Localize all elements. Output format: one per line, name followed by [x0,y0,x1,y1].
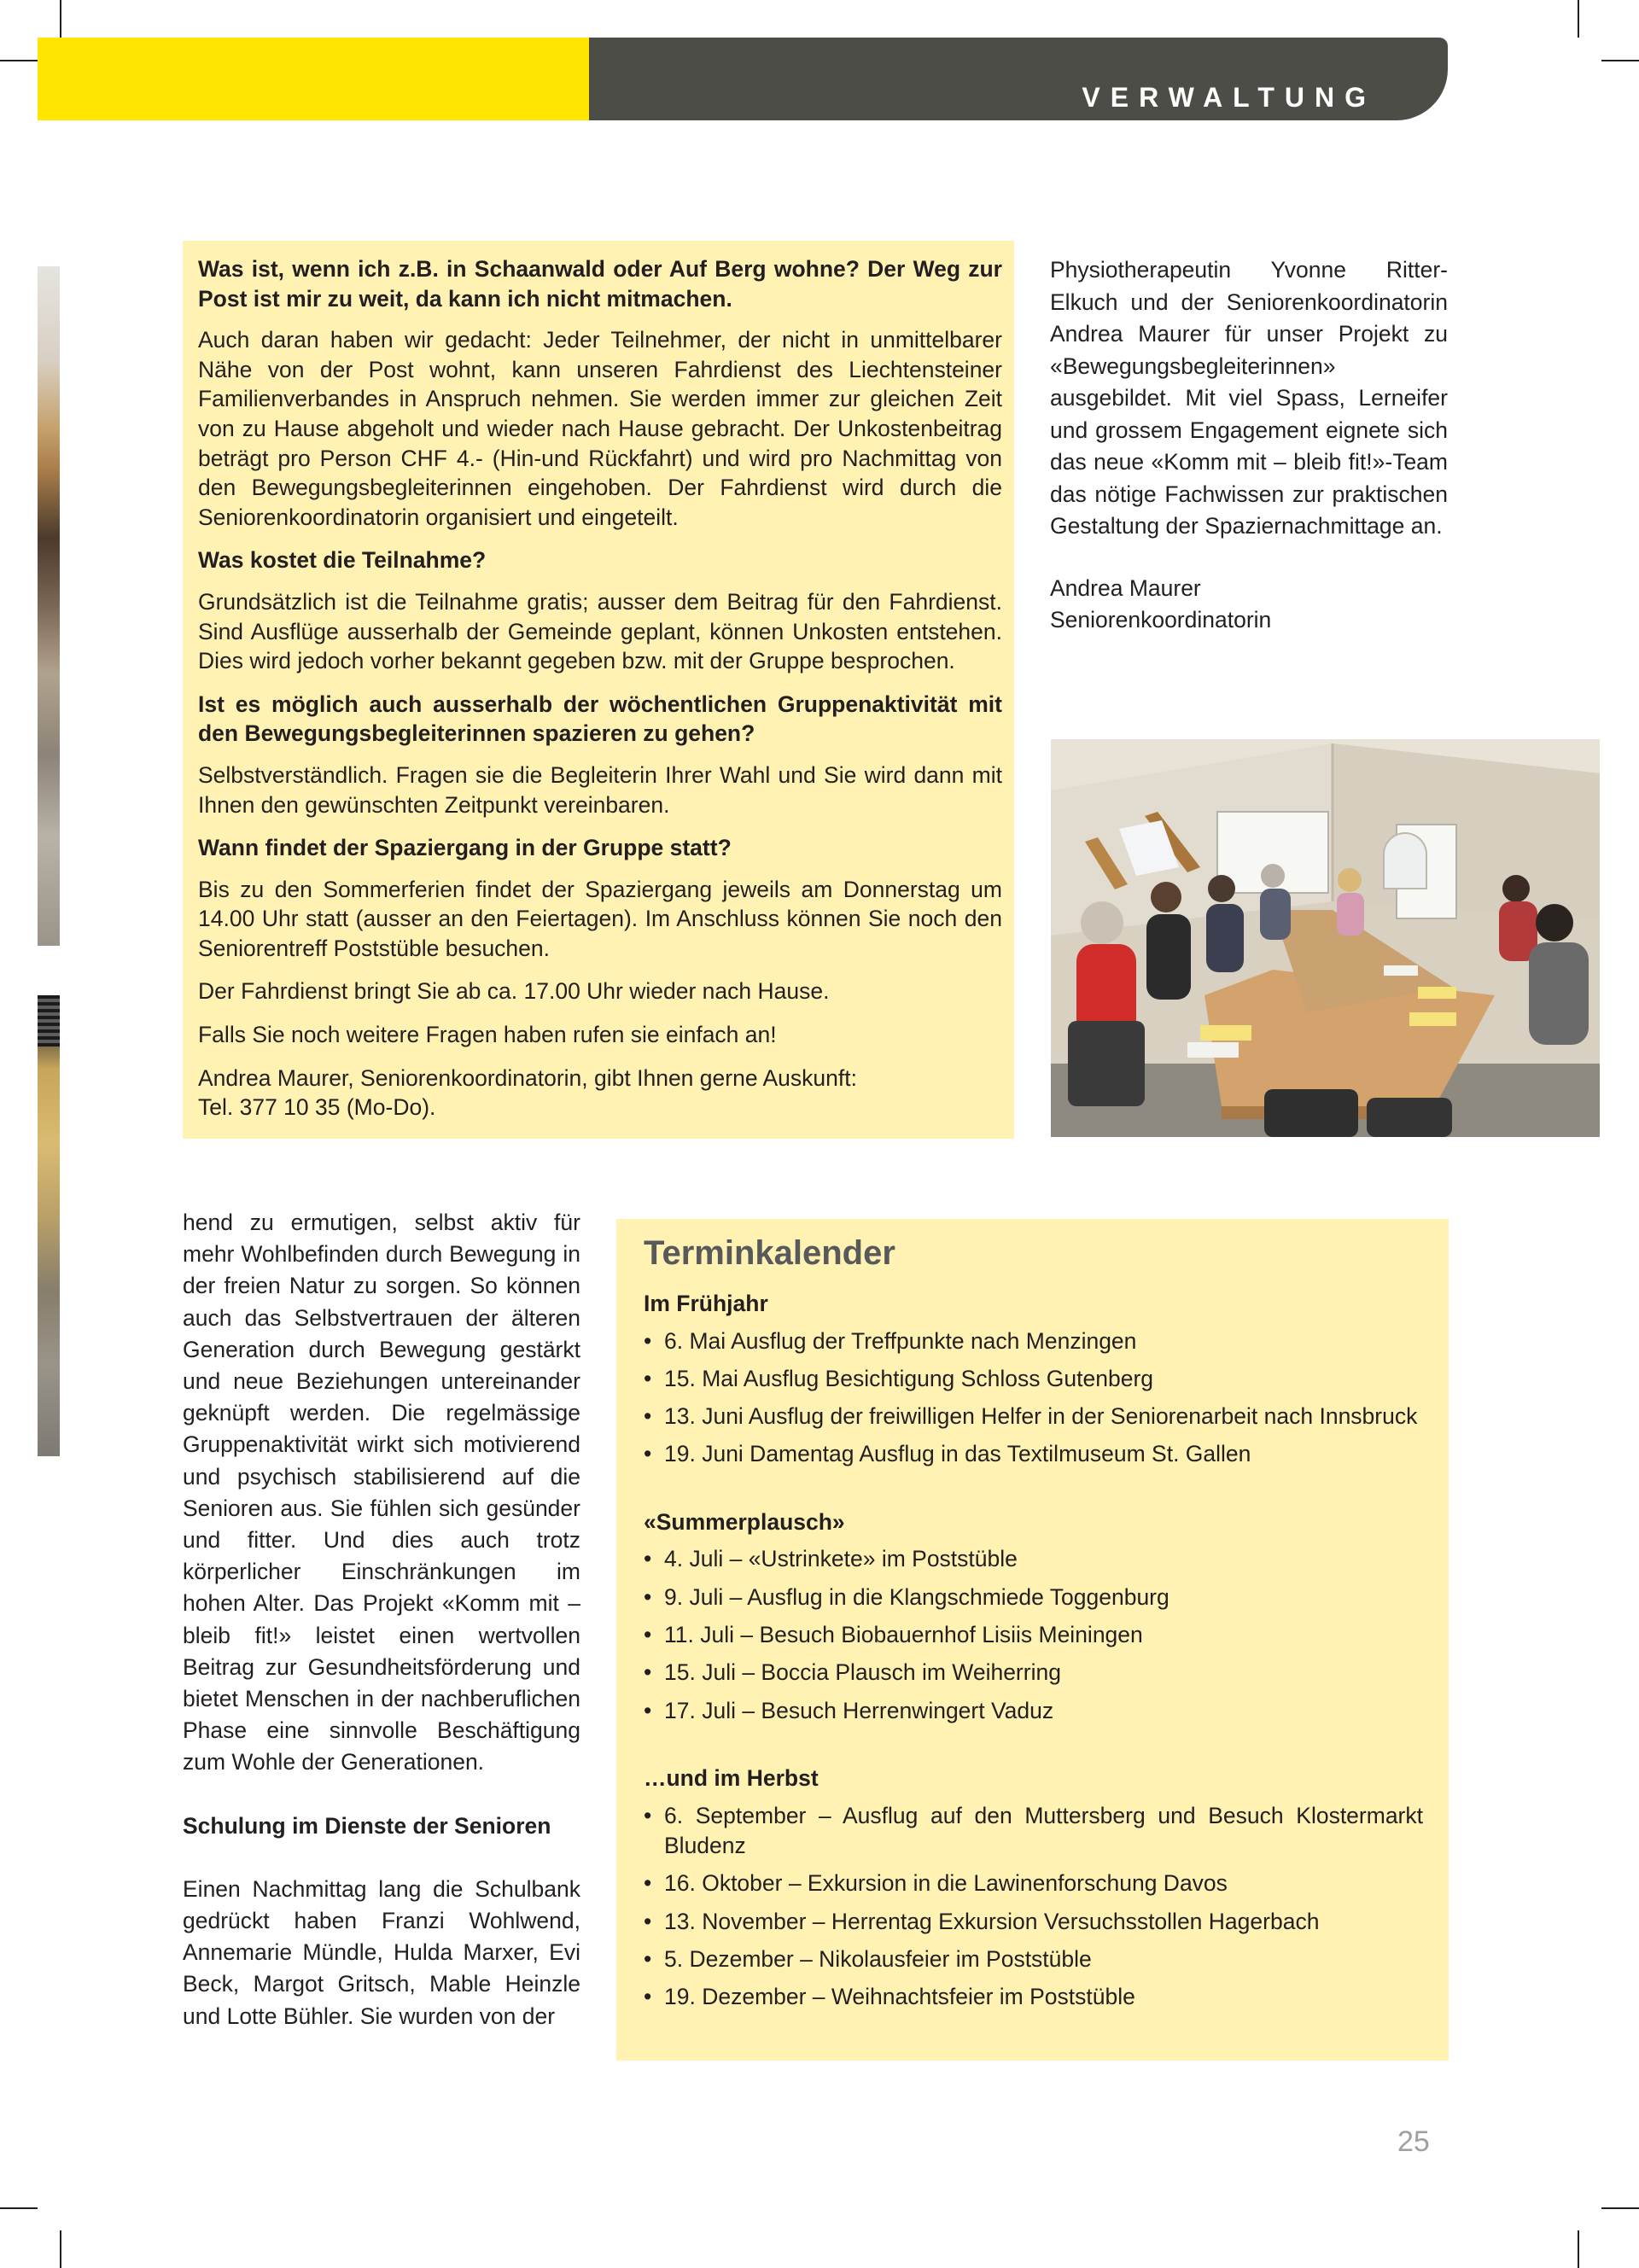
calendar-item: • 19. Juni Damentag Ausflug in das Textilmuseum St. Gallen [644,1439,1423,1470]
faq-answer: Bis zu den Sommerferien findet der Spaziergang jeweils am Donnerstag um 14.00 Uhr statt (ausser an den Feiertagen). Im Anschluss können Sie noch den Seniorentreff Poststüble besuchen. [198,876,1002,961]
event-calendar-box [616,1219,1449,2061]
signature-name: Andrea Maurer [1050,574,1201,601]
faq-contact [198,1064,1002,1122]
faq-answer: Selbstverständlich. Fragen sie die Begleiterin Ihrer Wahl und Sie wird dann mit Ihnen den gewünschten Zeitpunkt vereinbaren. [198,761,1002,818]
header-yellow-bar [38,38,589,120]
faq-question: Was kostet die Teilnahme? [198,547,487,574]
faq-box [183,241,1014,1139]
calendar-item: • 11. Juli – Besuch Biobauernhof Lisiis Meiningen [644,1620,1423,1651]
calendar-item: • 15. Mai Ausflug Besichtigung Schloss Gutenberg [644,1364,1423,1395]
calendar-section-heading: «Summerplausch» [644,1508,845,1535]
faq-question: Was ist, wenn ich z.B. in Schaanwald oder Auf Berg wohne? Der Weg zur Post ist mir zu weit, da kann ich nicht mitmachen. [198,256,1002,312]
crop-mark [1578,2230,1579,2268]
faq-answer: Der Fahrdienst bringt Sie ab ca. 17.00 Uhr wieder nach Hause. [198,978,830,1005]
calendar-item: • 4. Juli – «Ustrinkete» im Poststüble [644,1544,1423,1575]
faq-contact-phone: Tel. 377 10 35 (Mo-Do). [198,1094,436,1121]
page-number: 25 [1397,2125,1430,2158]
calendar-list [644,1544,1423,1726]
body-paragraph: Einen Nachmittag lang die Schulbank gedrückt haben Franzi Wohlwend, Annemarie Mündle, Hulda Marxer, Evi Beck, Margot Gritsch, Mable Heinzle und Lotte Bühler. Sie wurden von der [183,1875,580,2029]
calendar-item: • 5. Dezember – Nikolausfeier im Poststüble [644,1944,1423,1975]
calendar-body [644,1289,1423,2020]
body-paragraph: hend zu ermutigen, selbst aktiv für mehr Wohlbefinden durch Bewegung in der freien Natur zu sorgen. So können auch das Selbstvertrauen der älteren Generation durch Bewegung gestärkt und neue Beziehungen untereinander geknüpft werden. Die regelmässige Gruppenaktivität wirkt sich motivierend und psychisch stabilisierend auf die Senioren aus. Sie fühlen sich gesünder und fitter. Und dies auch trotz körperlicher Einschränkungen im hohen Alter. Das Projekt «Komm mit – bleib fit!» leistet einen wertvollen Beitrag zur Gesundheitsförderung und bietet Menschen in der nachberuflichen Phase eine sinnvolle Beschäftigung zum Wohle der Generationen. [183,1210,580,1775]
calendar-title: Terminkalender [644,1234,895,1272]
calendar-item: • 6. Mai Ausflug der Treffpunkte nach Menzingen [644,1326,1423,1357]
crop-mark [60,0,61,38]
faq-answer: Falls Sie noch weitere Fragen haben rufen sie einfach an! [198,1022,777,1048]
calendar-item: • 13. November – Herrentag Exkursion Versuchsstollen Hagerbach [644,1907,1423,1938]
body-paragraph: Physiotherapeutin Yvonne Ritter-Elkuch und der Seniorenkoordinatorin Andrea Maurer für unser Projekt zu «Bewegungsbegleiterinnen» ausgebildet. Mit viel Spass, Lerneifer und grossem Engagement eignete sich das neue «Komm mit – bleib fit!»-Team das nötige Fachwissen zur praktischen Gestaltung der Spaziernachmittage an. [1050,257,1448,539]
calendar-item: • 9. Juli – Ausflug in die Klangschmiede Toggenburg [644,1583,1423,1613]
meeting-photo-illustration [1051,739,1600,1137]
calendar-item: • 17. Juli – Besuch Herrenwingert Vaduz [644,1696,1423,1727]
calendar-list [644,1326,1423,1470]
header-section-bar [589,38,1448,120]
crop-mark [0,2207,38,2209]
section-title: VERWALTUNG [1082,82,1376,113]
left-column-text [183,1207,580,2032]
signature-role: Seniorenkoordinatorin [1050,607,1272,633]
meeting-photo [1051,739,1600,1137]
side-photo-strip [38,266,60,946]
side-photo-strip [38,995,60,1456]
crop-mark [1601,60,1639,61]
faq-contact-line: Andrea Maurer, Seniorenkoordinatorin, gibt Ihnen gerne Auskunft: [198,1064,857,1091]
calendar-item: • 16. Oktober – Exkursion in die Lawinenforschung Davos [644,1869,1423,1899]
crop-mark [60,2230,61,2268]
faq-question: Wann findet der Spaziergang in der Gruppe statt? [198,835,732,861]
faq-answer: Grundsätzlich ist die Teilnahme gratis; ausser dem Beitrag für den Fahrdienst. Sind Ausflüge ausserhalb der Gemeinde geplant, können Unkosten entstehen. Dies wird jedoch vorher bekannt gegeben bzw. mit der Gruppe besprochen. [198,588,1002,674]
calendar-item: • 15. Juli – Boccia Plausch im Weiherring [644,1658,1423,1688]
crop-mark [1601,2207,1639,2209]
right-column-text [1050,254,1448,637]
crop-mark [1578,0,1579,38]
calendar-list [644,1801,1423,2013]
calendar-section-heading: …und im Herbst [644,1765,819,1792]
crop-mark [0,60,38,61]
calendar-section-heading: Im Frühjahr [644,1291,768,1316]
signature [1050,573,1448,637]
faq-question: Ist es möglich auch ausserhalb der wöchentlichen Gruppenaktivität mit den Bewegungsbegleiterinnen spazieren zu gehen? [198,691,1002,747]
faq-answer: Auch daran haben wir gedacht: Jeder Teilnehmer, der nicht in unmittelbarer Nähe von der Post wohnt, kann unseren Fahrdienst des Liechtensteiner Familienverbandes in Anspruch nehmen. Sie werden immer zur gleichen Zeit von zu Hause abgeholt und wieder nach Hause gebracht. Der Unkostenbeitrag beträgt pro Person CHF 4.- (Hin-und Rückfahrt) und wird pro Nachmittag von den Bewegungsbegleiterinnen eingehoben. Der Fahrdienst wird durch die Seniorenkoordinatorin organisiert und eingeteilt. [198,327,1002,530]
section-heading: Schulung im Dienste der Senioren [183,1812,551,1839]
calendar-item: • 6. September – Ausflug auf den Muttersberg und Besuch Klostermarkt Bludenz [644,1801,1423,1862]
calendar-item: • 19. Dezember – Weihnachtsfeier im Poststüble [644,1982,1423,2013]
calendar-item: • 13. Juni Ausflug der freiwilligen Helfer in der Seniorenarbeit nach Innsbruck [644,1402,1423,1432]
